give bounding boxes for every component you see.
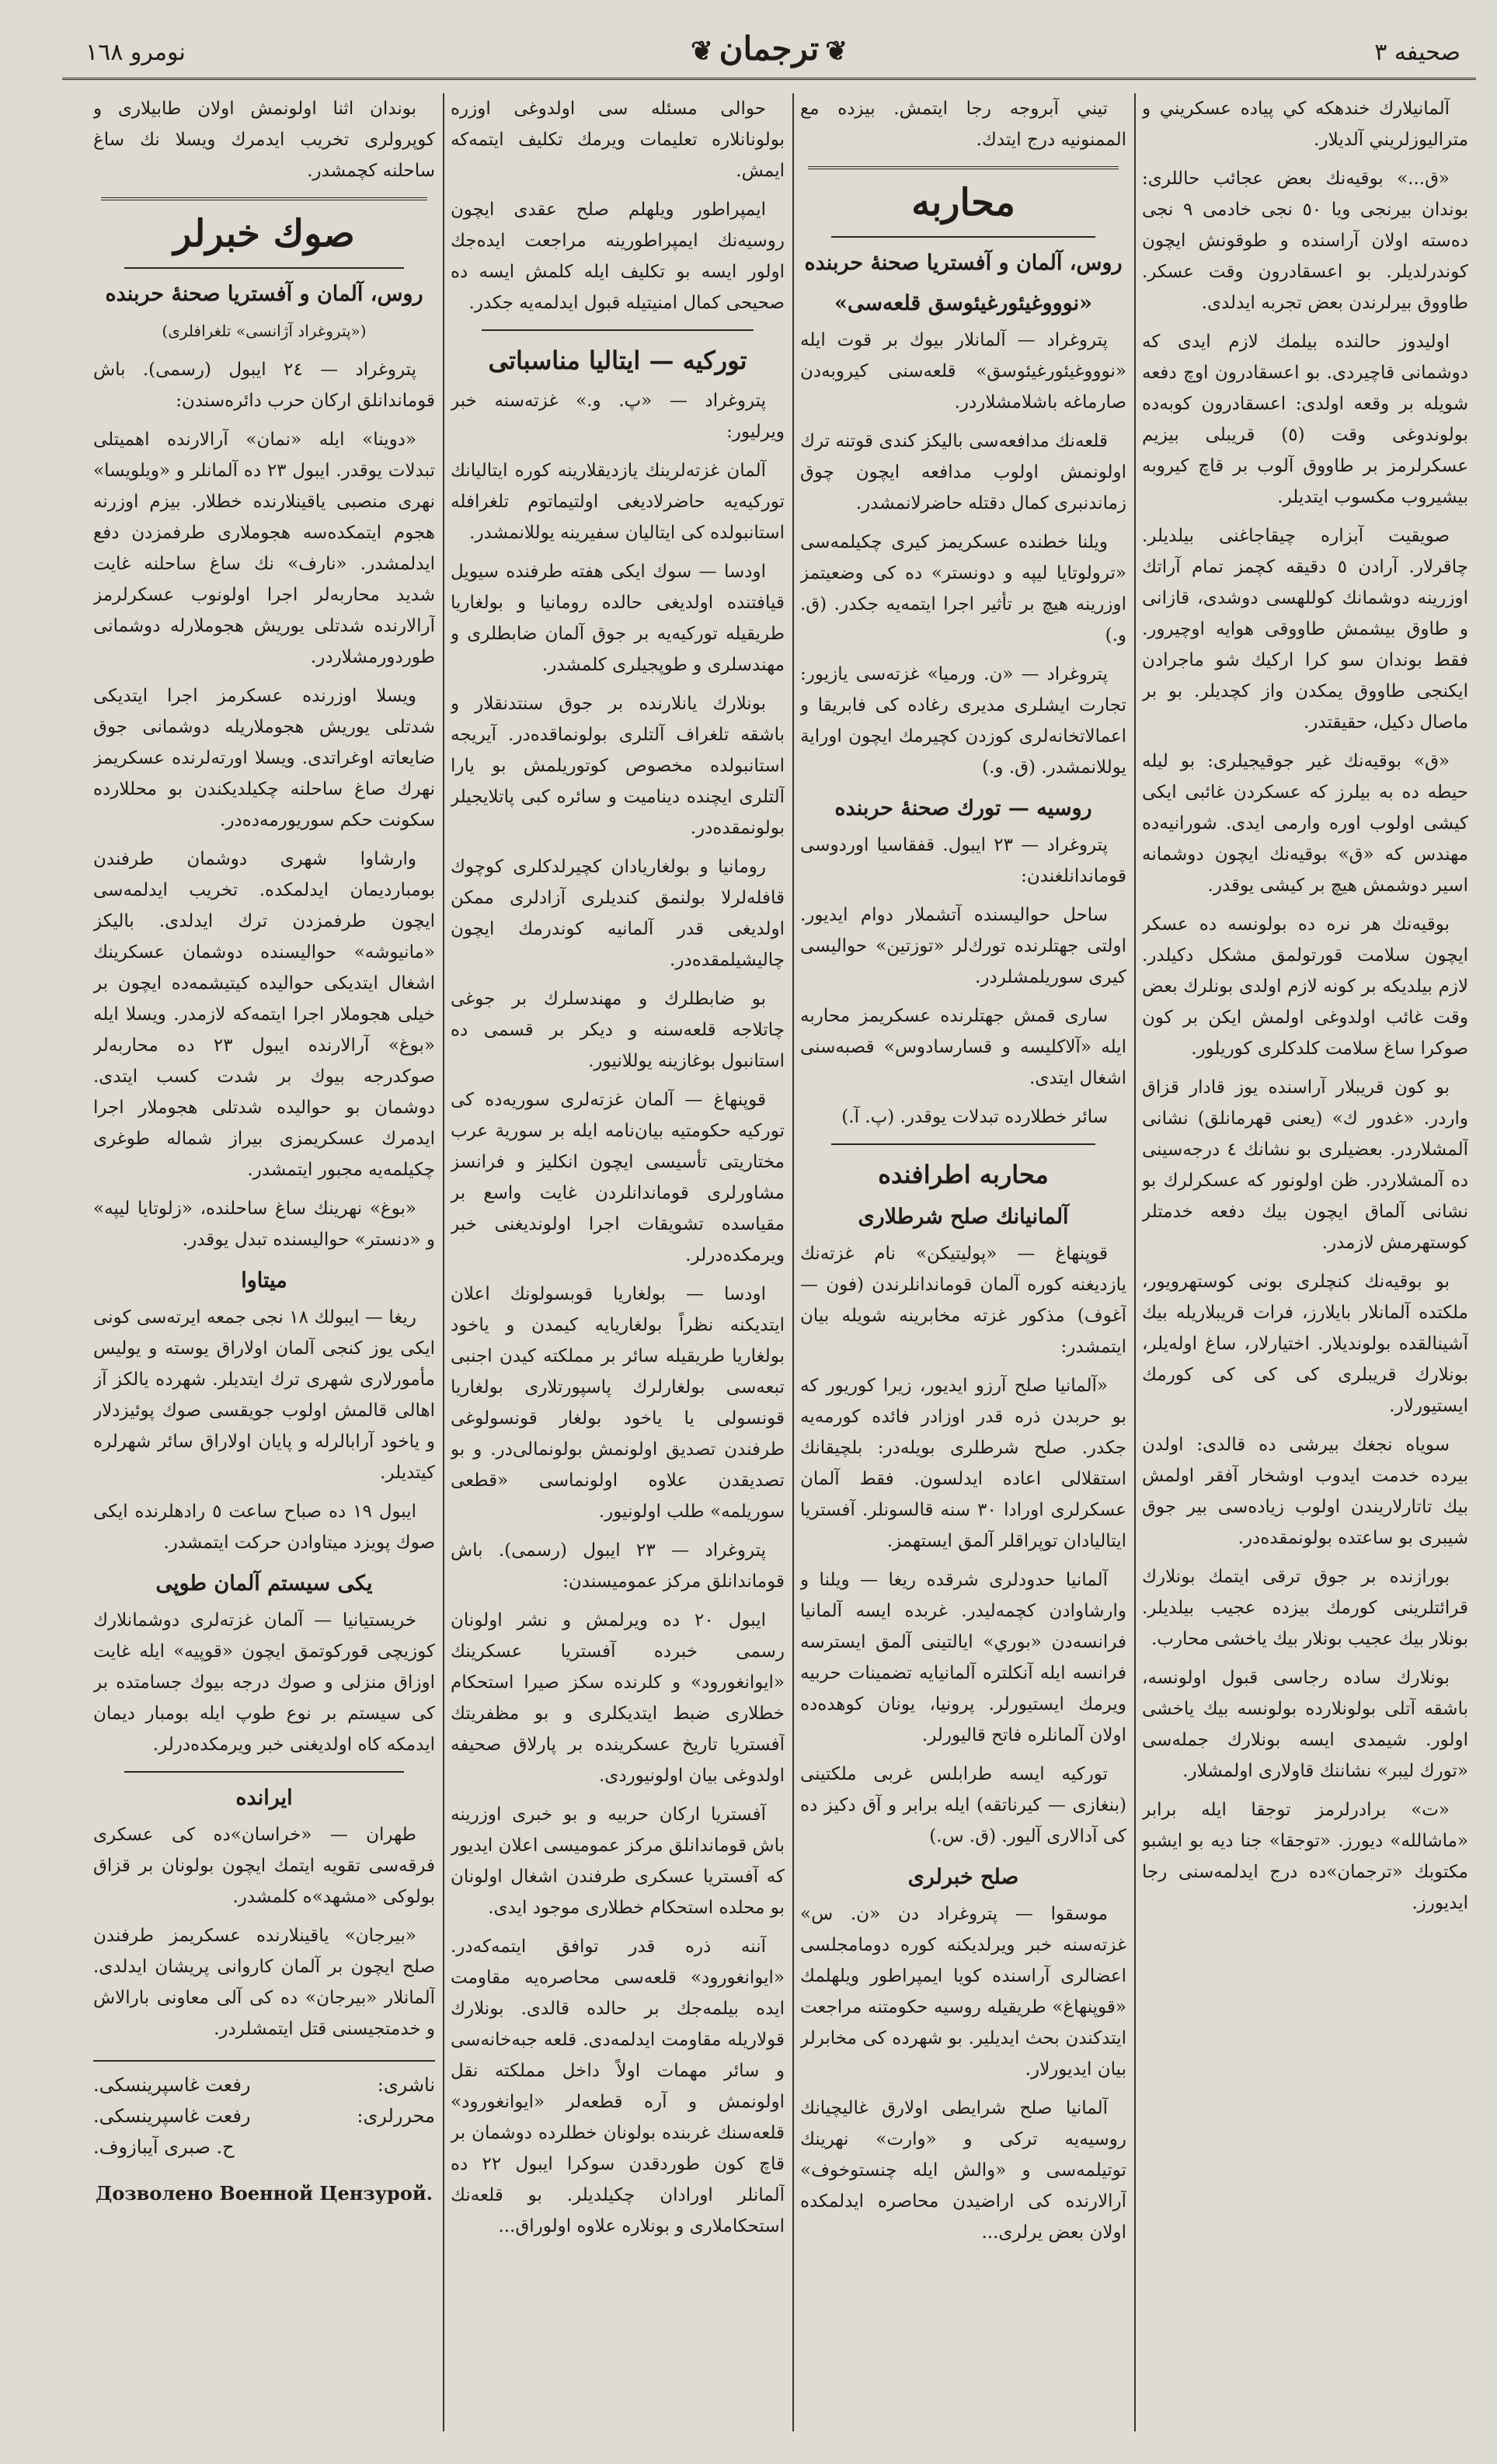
subheading: آلمانيانك صلح شرطلارى bbox=[858, 1205, 1069, 1229]
editors-row bbox=[93, 2100, 435, 2132]
column-rule bbox=[792, 93, 794, 2431]
paragraph: «بوغ» نهرينك ساغ ساحلنده، «زلوتايا ليپه» و «دنستر» حواليسنده تبدل يوقدر. bbox=[93, 1199, 435, 1250]
paragraph: پتروغراد — ٢٣ ايبول. قفقاسيا اوردو‌سى قوماندانلغندن: bbox=[800, 835, 1126, 886]
issue-number: نومرو ١٦٨ bbox=[85, 39, 186, 66]
paragraph: «بيرجان» ياقينلارنده عسكريمز طرفندن صلح ايچون بر آلمان كاروانى پريشان ايدلدى. آلمانلار «بيرجان» ده كى آلى معاونى بارالاش و خدمتجيسنى قتل ايتمشلردر. bbox=[93, 1926, 435, 2039]
column-3 bbox=[451, 93, 785, 2431]
masthead-title: ترجمان bbox=[719, 30, 820, 68]
censorship-note: Дозволено Военной Цензурой. bbox=[96, 2182, 433, 2205]
paragraph: ايبول ١٩ ده صباح ساعت ٥ رادهلرنده ايكى صوك پويزد ميتاوادن حركت ايتمشدر. bbox=[93, 1502, 435, 1553]
paragraph: بونلارك يانلارنده بر جوق سنتدنقلار و باشقه تلغراف آلتلرى بولونماقده‌در. آيريجه استانبولده مخصوص كوتوريلمش بو يارا آلتلرى ايچنده ديناميت و سائره كبى پاتلايجيلر بولونمقده‌در. bbox=[451, 694, 785, 838]
section-divider bbox=[101, 197, 427, 200]
paragraph: رومانيا و بولغاريادان كچيرلدكلرى كوچوك قافله‌لرلا بولنمق كنديلرى آزادلرى ممكن اولديغى قدر آلمانيه كوندرمك ايچون چاليشيلمقده‌در. bbox=[451, 857, 785, 970]
page-number: صحيفه ٣ bbox=[1374, 39, 1460, 66]
paragraph: بو ضابطلرك و مهندسلرك بر جوغى چاتلاجه قلعه‌سنه و ديكر بر قسمى ده استانبول بوغازينه يوللانيور. bbox=[451, 989, 785, 1071]
paragraph: ساحل حواليسنده آتشملار دوام ايديور. اولتى جهتلرنده تورك‌لر «توزتين» حواليسى كيرى سوريلمشلردر. bbox=[800, 905, 1126, 987]
editors-label: محررلرى: bbox=[357, 2105, 435, 2127]
editor-name: ح. صبرى آيبازوف. bbox=[93, 2136, 235, 2158]
subheading: ميتاوا bbox=[241, 1269, 287, 1293]
publisher-label: ناشرى: bbox=[377, 2074, 435, 2096]
paragraph: سوياه نجغك بيرشى ده قالدى: اولدن بيرده خدمت ايدوب اوشخار آفقر اولمش بيك تاتارلاريندن اولوب زياده‌سى بير جوق شيبرى بو ساعتده بولونمقده‌در. bbox=[1142, 1435, 1468, 1548]
paragraph: پتروغراد — ٢٤ ايبول (رسمى). باش قوماندانلق اركان حرب دائره‌سندن: bbox=[93, 360, 435, 411]
paragraph: ريغا — ايبولك ١٨ نجى جمعه ايرته‌سى كونى ايكى يوز كنجى آلمان اولاراق يوسته و يوليس مأمورلارى شهرى ترك ايتديلر. شهرده يالكز آز اهالى قالمش اولوب جويقسى صوك پوئيزدلار و ياخود آرابالرله و پايان اولاراق سائر شهرلره كيتديلر. bbox=[93, 1307, 435, 1483]
paragraph: «ق» بوقيه‌نك غير جوقيجيلرى: بو ليله حيطه ده به بيلرز كه عسكردن غائبى ايكى كيشى اولوب اوره وارمى ايدى. شورانيه‌ده مهندس كه «ق» بوقيه‌نك ايچون دوشمانه اسير دوشمش هيچ بر كيشى يوقدر. bbox=[1142, 751, 1468, 896]
paragraph: حوالى مسئله سى اولدوغى اوزره بولونانلاره تعليمات ويرمك تكليف ايتمه‌كه ايمش. bbox=[451, 99, 785, 181]
subheading: صلح خبرلرى bbox=[907, 1865, 1019, 1889]
paragraph: بو بوقيه‌نك كنچلرى بونى كوستهرويور، ملكتده آلمانلار بايلارز، فرات قريبلاريله بيك آشينالقده بولونديلار. اختيارلار، ساغ اوله‌يلر، بونلارك قريبلرى كى كى كى كورمك ايستيورلار. bbox=[1142, 1272, 1468, 1416]
paragraph: طهران — «خراسان»ده كى عسكرى فرقه‌سى تقويه ايتمك ايچون بولونان بر قزاق بولوكى «مشهد»ه كلمشدر. bbox=[93, 1825, 435, 1907]
paragraph: قلعه‌نك مدافعه‌سى باليكز كندى قوتنه ترك اولونمش اولوب مدافعه ايچون چوق زماندنبرى كمال دقتله حاضرلانمشدر. bbox=[800, 431, 1126, 513]
paragraph: آلمانيلارك خندهكه كي پياده عسكريني و متراليوزلريني آلديلار. bbox=[1142, 99, 1468, 150]
column-4 bbox=[93, 93, 435, 2431]
editors-row-2 bbox=[93, 2132, 435, 2163]
paragraph: قوپنهاغ — «پوليتيكن» نام غزته‌نك يازديغنه كوره آلمان قوماندانلرندن (فون — آغوف) مذكور غزته مخابرينه شويله بيان ايتمشدر: bbox=[800, 1244, 1126, 1357]
page-header bbox=[62, 16, 1476, 80]
agency-note: («پتروغراد آژانسى» تلغرافلرى) bbox=[162, 322, 367, 340]
publisher-name: رفعت غاسپرينسكى. bbox=[93, 2074, 251, 2096]
paragraph: سارى قمش جهتلرنده عسكريمز محاربه ايله «آلاكليسه و قسارسادوس» قصبه‌سنى اشغال ايتدى. bbox=[800, 1006, 1126, 1088]
paragraph: ايمپراطور ويلهلم صلح عقدى ايچون روسيه‌نك ايمپراطورينه مراجعت ايده‌جك اولور ايسه بو تكليف ايله كلمش ايسه ده صحيحى كمال امنيتيله قبول ايدلمه‌يه جكدر. bbox=[451, 200, 785, 313]
column-1 bbox=[1142, 93, 1468, 2431]
paragraph: سائر خطلارده تبدلات يوقدر. (پ. آ.) bbox=[841, 1107, 1108, 1127]
paragraph: قوپنهاغ — آلمان غزته‌لرى سوريه‌ده كى توركيه حكومتيه بيان‌نامه ايله بر سورية عرب مختاريتى تأسيسى ايچون انكليز و فرانسز مشاورلرى قوماندانلردن غايت واسع بر مقياسده تشويقات اجرا اولونديغنى خبر ويرمكده‌درلر. bbox=[451, 1090, 785, 1265]
paragraph: خريستيانيا — آلمان غزته‌لرى دوشمانلارك كوزيچى قوركوتمق ايچون «قوپيه» ايله غايت اوزاق منزلى و صوك درجه بيوك جسامتده بر كى سيستم بر نوع طوپ ايله بومبار ديمان ايدمكه كاه اولديغنى خبر ويرمكده‌درلر. bbox=[93, 1610, 435, 1755]
column-rule bbox=[443, 93, 444, 2431]
paragraph: بونلارك ساده رجاسى قبول اولونسه، باشقه آتلى بولونلارده بولونسه بيك ياخشى اولور. شيمدى ايسه بونلارك جمله‌سى «تورك ليبر» نشاننك قاولارى اولمشلار. bbox=[1142, 1668, 1468, 1781]
section-heading: توركيه — ايتاليا مناسباتى bbox=[488, 346, 747, 375]
section-heading: محاربه اطرافنده bbox=[878, 1160, 1049, 1189]
editor-name: رفعت غاسپرينسكى. bbox=[93, 2105, 251, 2127]
paragraph: بوقيه‌نك هر نره ده بولونسه ده عسكر ايچون سلامت قورتولمق مشكل دكيلدر. لازم بيلديكه بر كونه لازم اولدى بونلرك بعض وقت غائب اولدوغى اولمش ايكن بر كون صوكرا ساغ سلامت كلدكلرى كوريلور. bbox=[1142, 914, 1468, 1059]
section-heading-war: محاربه bbox=[911, 181, 1015, 224]
paragraph: تيني آبروجه رجا ايتمش. بيزده مع الممنونيه درج ايتدك. bbox=[800, 99, 1126, 150]
paragraph: پتروغراد — «پ. و.» غزته‌سنه خبر ويرليور: bbox=[451, 391, 785, 442]
paragraph: صويقيت آبزاره چيقاجاغنى بيلديلر. چاقرلار. آرادن ٥ دقيقه كچمز تمام آراتك اوزرينه دوشمانك كوللهسى دوشدى، قازانى و طاوق بيشمش طاووقى هوايه اوچيرور. فقط بوندان سو كرا اركيك شو ماجرادن ايكنجى طاووق يمكدن واز كچديلر. بو بر ماصال دكيل، حقيقتدر. bbox=[1142, 526, 1468, 733]
masthead bbox=[62, 30, 1476, 68]
paragraph: «ق...» بوقيه‌نك بعض عجائب حاللرى: بوندان بيرنجى ويا ٥٠ نجى خادمى ٩ نجى ده‌سته اولان آراسنده و طوقونش ايچون كوندرلديلر. بو اعسقادرون وقت عسكر. طاووق بيرلرندن بعض تجربه ايدلدى. bbox=[1142, 169, 1468, 313]
ornament-left: ❦ bbox=[691, 36, 713, 67]
paragraph: ويسلا اوزرنده عسكرمز اجرا ايتديكى شدتلى يوريش هجوملاريله دوشمانى جوق ضايعاته اوغراتدى. ويسلا اورته‌لرنده عسكريمز نهرك صاغ ساحلنه چكيلديكندن بو محللارده سكونت حكم سوريورمه‌ده‌در. bbox=[93, 686, 435, 830]
divider bbox=[124, 267, 404, 269]
section-divider bbox=[808, 166, 1119, 169]
subheading: روس، آلمان و آفستريا صحنهٔ حربنده bbox=[105, 282, 423, 306]
publisher-row bbox=[93, 2069, 435, 2100]
paragraph: «آلمانيا صلح آرزو ايديور، زيرا كوريور كه بو حربدن ذره قدر اوزادر فائده كورمه‌يه جكدر. صلح شرطلرى بويله‌در: بلچيقانك استقلالى اعاده ايدلسون. فقط آلمان عسكرلرى اورادا ٣٠ سنه قالسونلر. آفستريا ايتاليادان توپراقلر آلمق ايستهمز. bbox=[800, 1376, 1126, 1551]
divider bbox=[482, 329, 754, 331]
paragraph: آفستريا اركان حربيه و بو خبرى اوزرينه باش قوماندانلق مركز عموميسى اعلان ايديور كه آفستريا عسكرى طرفندن اشغال اولونان بو محلده استحكام خطلارى موجود ايدى. bbox=[451, 1804, 785, 1918]
ornament-right: ❦ bbox=[825, 36, 848, 67]
subheading: روس، آلمان و آفستريا صحنهٔ حربنده bbox=[804, 251, 1123, 275]
paragraph: «دوينا» ايله «نمان» آرالارنده اهميتلى تبدلات يوقدر. ايبول ٢٣ ده آلمانلر و «ويلويسا» نهرى منصبى ياقينلارنده خطلار. بيزم اوزرنه هجوم ايتمكده‌سه هجوملارى طرفمزدن دفع ايدلمشدر. «نارف» نك ساغ ساحلنه غايت شديد محاربه‌لر اجرا اولونوب عسكرلرمز آرالارنده شدتلى يوريش هجوملارله دوشمانى طوردورمشلاردر. bbox=[93, 430, 435, 667]
subheading: ايرانده bbox=[235, 1786, 293, 1810]
subheading: «نوووغيئورغيئوسق قلعه‌سى» bbox=[834, 291, 1093, 315]
paragraph: پتروغراد — آلمانلار بيوك بر قوت ايله «نوووغيئورغيئوسق» قلعه‌سنى كيروبه‌دن صارماغه باشلامشلاردر. bbox=[800, 330, 1126, 412]
paragraph: ويلنا خطنده عسكريمز كيرى چكيلمه‌سى «ترولوتايا ليپه و دونستر» ده كى وضعيتمز اوزرينه هيچ بر تأثير اجرا ايتمه‌يه جكدر. (ق. و.) bbox=[800, 532, 1126, 646]
paragraph: پتروغراد — «ن. ورميا» غزته‌سى يازيور: تجارت ايشلرى مديرى رغاده كى فابريقا و اعمالاتخانه‌لرى كوزدن كچيرمك ايچون اوراية يوللانمشدر. (ق. و.) bbox=[800, 664, 1126, 778]
paragraph: توركيه ايسه طرابلس غربى ملكتينى (بنغازى — كيرناتقه) ايله برابر و آق دكيز ده كى آدالارى آليور. (ق. س.) bbox=[800, 1764, 1126, 1846]
paragraph: بورازنده بر جوق ترقى ايتمك بونلارك قرائتلرينى كورمك بيزده عجيب بيلديلر. بونلار بيك عجيب بونلار بيك ياخشى محارب. bbox=[1142, 1567, 1468, 1649]
column-rule bbox=[1134, 93, 1136, 2431]
section-heading-latest-news: صوك خبرلر bbox=[173, 212, 355, 256]
paragraph: «ت» برادرلرمز توجقا ايله برابر «ماشالله» ديورز. «توجقا» جنا ديه بو ايشبو مكتوبك «ترجمان»ده درج ايدلمه‌سنى رجا ايديورز. bbox=[1142, 1800, 1468, 1913]
paragraph: اودسا — سوك ايكى هفته طرفنده سيويل قيافتنده اولديغى حالده رومانيا و بولغاريا طريقيله توركيه‌يه بر جوق آلمان ضابطلرى و مهندسلرى و طوپجيلرى كلمشدر. bbox=[451, 562, 785, 675]
paragraph: آلمانيا صلح شرايطى اولارق غاليچيانك روسيه‌يه تركى و «وارت» نهرينك توتيلمه‌سى و «والش ايله چنستوخوف» آرالارنده كى اراضيدن محاصره ايدلمكده اولان بعض يرلرى... bbox=[800, 2098, 1126, 2243]
paragraph: بوندان اثنا اولونمش اولان طابيلارى و كوپرولرى تخريب ايدمرك ويسلا نك ساغ ساحلنه كچمشدر. bbox=[93, 99, 435, 181]
paragraph: آلمانيا حدودلرى شرقده ريغا — ويلنا و وارشاوادن كچمه‌ليدر. غربده ايسه آلمانيا فرانسه‌دن «بوري» ايالتينى آلمق ايسترسه فرانسه ايله آنكلتره آلمانيايه تضمينات حربيه ويرمك ايستيورلر. پرونيا، يونان كوهده‌ده اولان آلمانلره فاتح قاليورلر. bbox=[800, 1570, 1126, 1745]
paragraph: بو كون قريبلار آراسنده يوز قادار قزاق واردر. «غدور ك» (يعنى قهرمانلق) نشانى آلمشلاردر. بعضيلرى بو نشانك ٤ درجه‌سينى ده آلمشلاردر. ظن اولونور كه عسكرلرك بو نشانى آلماق ايچون بيك دفعه خدمتلر كوستهرمش لازمدر. bbox=[1142, 1077, 1468, 1253]
paragraph: پتروغراد — ٢٣ ايبول (رسمى). باش قوماندانلق مركز عموميسندن: bbox=[451, 1540, 785, 1592]
imprint-box bbox=[93, 2060, 435, 2163]
paragraph: آننه ذره قدر توافق ايتمه‌كه‌در. «ايوانغورود» قلعه‌سى محاصره‌يه مقاومت ايده بيلمه‌جك بر حالده قالدى. بونلارك قولاريله مقاومت ايدلمه‌دى. قلعه جبه‌خانه‌سى و سائر مهمات اولاً داخل مملكته نقل اولونمش و آره قطعه‌لر «ايوانغورود» قلعه‌سنك غربنده بولونان خطلرده دوشمان بر قاچ كون طوردقدن سوكرا ايبول ٢٢ ده آلمانلر اورادان چكيلديلر. بو قلعه‌نك استحكاملارى و بونلاره علاوه اولوراق... bbox=[451, 1937, 785, 2236]
paragraph: موسقوا — پتروغراد دن «ن. س» غزته‌سنه خبر ويرلديكنه كوره دومامجلسى اعضالرى آراسنده كويا ايمپراطور ويلهلمك «قوپنهاغ» طريقيله روسيه حكومتنه مراجعت ايتدكندن بحث ايديلير. بو شهرده كى مخابرلر بيان ايديورلار. bbox=[800, 1904, 1126, 2079]
paragraph: اودسا — بولغاريا قوبسولونك اعلان ايتديكنه نظراً بولغاريايه كيمدن و ياخود بولغاريا طريقيله سائر بر مملكته كيدن اجنبى تبعه‌سى بولغارلرك پاسپورتلارى بولغاريا قونسولى يا ياخود بولغار قونسولوغى طرفندن تصديق اولونمش بولونمالى‌در. و بو تصديقدن علاوه اولونماسى «قطعى سوريلمه» طلب اولونيور. bbox=[451, 1284, 785, 1522]
paragraph: ايبول ٢٠ ده ويرلمش و نشر اولونان رسمى خبرده آفستريا عسكرينك «ايوانغورود» و كلرنده سكز صيرا استحكام خطلارى ضبط ايتديكلرى و بو مظفريتك آفستريا تاريخ عسكرينده بر پارلاق صحيفه اولدوغى بيان اولونيوردى. bbox=[451, 1610, 785, 1786]
divider bbox=[831, 236, 1095, 238]
subheading: يكى سيستم آلمان طوپى bbox=[155, 1571, 373, 1596]
paragraph: وارشاوا شهرى دوشمان طرفندن بومبارديمان ايدلمكده. تخريب ايدلمه‌سى ايچون طرفمزدن ترك ايدلدى. باليكز «مانيوشه» حواليسنده دوشمان عسكرينك اشغال ايتديكى حواليده كيتيشمه‌ده ايچون بر خيلى هجوملار اجرا ايتمه‌كه لازمدر. ويسلا ايله «بوغ» آرالارنده ايبول ٢٣ ده محاربه‌لر صوكدرجه بيوك بر شدت كسب ايتدى. دوشمان بو حواليده شدتلى هجوملار اجرا ايدمرك عسكريمزى بيراز شماله طوغرى چكيلمه‌يه مجبور ايتمشدر. bbox=[93, 849, 435, 1180]
paragraph: اوليدوز حالنده بيلمك لازم ايدى كه دوشمانى قاچيردى. بو اعسقادرون اوچ دفعه شويله بر وقعه اولدى: اعسقادرون كوبه‌ده بولوندوغى وقت (٥) قريبلى بيزيم عسكرلرمز بر طاووق آلوب بر قاچ كيروبه بيشيروب مكسوب ايتديلر. bbox=[1142, 332, 1468, 507]
divider bbox=[124, 1771, 404, 1773]
paragraph: آلمان غزته‌لرينك يازديقلارينه كوره ايتاليانك توركيه‌يه حاضرلاديغى اولتيماتوم تلغرافله استانبولده كى ايتاليان سفيرينه يوللانمشدر. bbox=[451, 461, 785, 543]
divider bbox=[831, 1143, 1095, 1145]
column-2 bbox=[800, 93, 1126, 2431]
subheading: روسيه — تورك صحنهٔ حربنده bbox=[834, 796, 1092, 820]
